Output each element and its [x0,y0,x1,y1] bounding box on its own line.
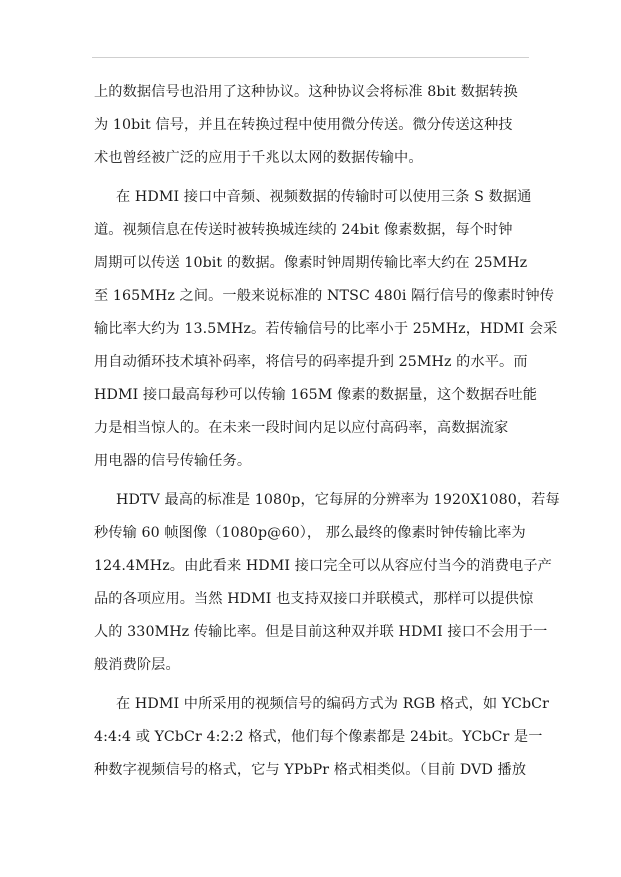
text-line: 般消费阶层。 [94,657,180,673]
text-line: 输比率大约为 13.5MHz。若传输信号的比率小于 25MHz，HDMI 会采 [94,321,558,337]
text-line: 在 HDMI 接口中音频、视频数据的传输时可以使用三条 S 数据通 [116,189,532,205]
text-line: HDTV 最高的标准是 1080p，它每屏的分辨率为 1920X1080，若每 [116,492,560,508]
text-line: 道。视频信息在传送时被转换城连续的 24bit 像素数据，每个时钟 [94,222,513,238]
header-rule [92,57,529,58]
text-line: 周期可以传送 10bit 的数据。像素时钟周期传输比率大约在 25MHz [94,255,528,271]
text-line: 秒传输 60 帧图像（1080p@60）， 那么最终的像素时钟传输比率为 [94,525,526,541]
text-line: 在 HDMI 中所采用的视频信号的编码方式为 RGB 格式，如 YCbCr [116,696,550,712]
text-line: 为 10bit 信号，并且在转换过程中使用微分传送。微分传送这种技 [94,117,513,133]
text-line: 用电器的信号传输任务。 [94,453,252,469]
text-line: 124.4MHz。由此看来 HDMI 接口完全可以从容应付当今的消费电子产 [94,558,552,574]
text-line: 人的 330MHz 传输比率。但是目前这种双并联 HDMI 接口不会用于一 [94,624,548,640]
text-line: 力是相当惊人的。在未来一段时间内足以应付高码率，高数据流家 [94,420,509,436]
text-line: 种数字视频信号的格式，它与 YPbPr 格式相类似。（目前 DVD 播放 [94,762,527,778]
text-line: 上的数据信号也沿用了这种协议。这种协议会将标准 8bit 数据转换 [94,84,518,100]
text-line: 术也曾经被广泛的应用于千兆以太网的数据传输中。 [94,150,423,166]
text-line: 4:4:4 或 YCbCr 4:2:2 格式，他们每个像素都是 24bit。YCbCr 是一 [94,729,543,745]
text-line: 品的各项应用。当然 HDMI 也支持双接口并联模式，那样可以提供惊 [94,591,534,607]
text-line: 用自动循环技术填补码率，将信号的码率提升到 25MHz 的水平。而 [94,354,528,370]
text-line: 至 165MHz 之间。一般来说标准的 NTSC 480i 隔行信号的像素时钟传 [94,288,555,304]
text-line: HDMI 接口最高每秒可以传输 165M 像素的数据量，这个数据吞吐能 [94,387,538,403]
